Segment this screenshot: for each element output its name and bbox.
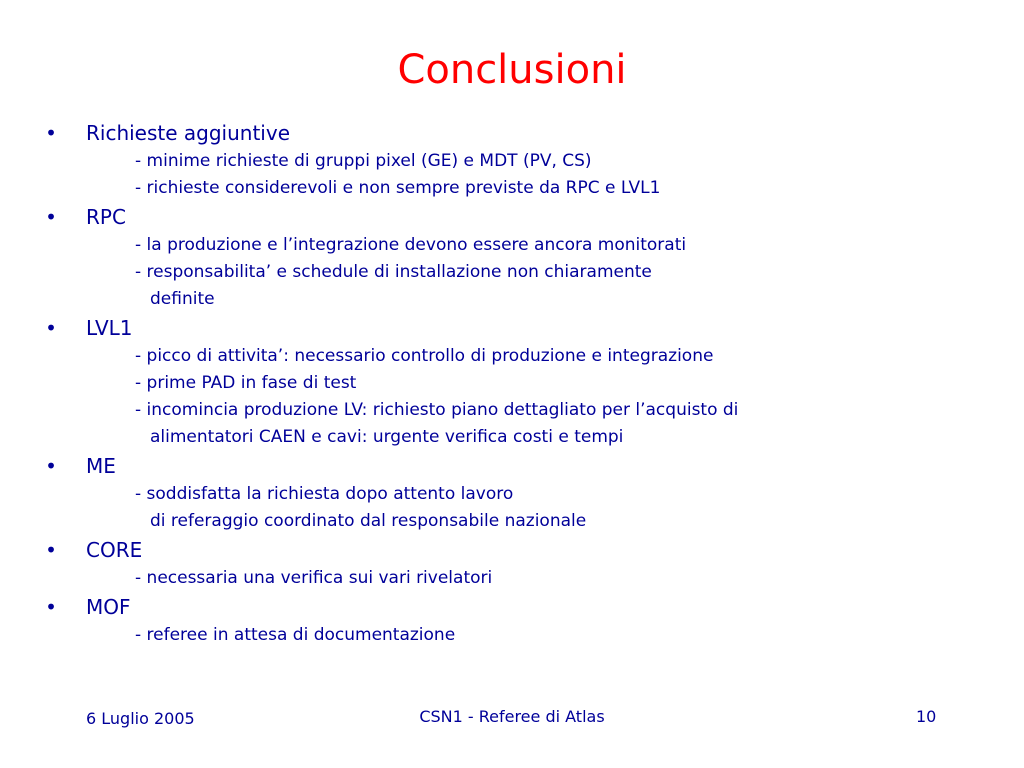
bullet-item (0, 118, 1024, 148)
slide-title: Conclusioni (397, 47, 627, 93)
bullet-label: CORE (86, 538, 143, 562)
bullet-item (0, 451, 1024, 481)
sub-item-text: - prime PAD in fase di test (135, 373, 357, 393)
sub-item (0, 259, 1024, 286)
bullet-item (0, 592, 1024, 622)
sub-item-continuation: alimentatori CAEN e cavi: urgente verifica costi e tempi (150, 427, 624, 447)
sub-item (0, 424, 1024, 451)
bullet-dot-icon: • (45, 205, 57, 229)
sub-item (0, 175, 1024, 202)
bullet-label: Richieste aggiuntive (86, 121, 291, 145)
sub-item-continuation: di referaggio coordinato dal responsabile nazionale (150, 511, 587, 531)
sub-item-text: - incomincia produzione LV: richiesto piano dettagliato per l’acquisto di (135, 400, 739, 420)
bullet-dot-icon: • (45, 538, 57, 562)
bullet-dot-icon: • (45, 121, 57, 145)
page-number: 10 (916, 707, 937, 726)
sub-item-text: - richieste considerevoli e non sempre previste da RPC e LVL1 (135, 178, 661, 198)
sub-item (0, 232, 1024, 259)
bullet-label: MOF (86, 595, 131, 619)
sub-item-text: - soddisfatta la richiesta dopo attento lavoro (135, 484, 514, 504)
sub-item (0, 622, 1024, 649)
sub-item (0, 481, 1024, 508)
sub-item-text: - responsabilita’ e schedule di installazione non chiaramente (135, 262, 652, 282)
sub-item-text: - picco di attivita’: necessario controllo di produzione e integrazione (135, 346, 714, 366)
sub-item-text: - necessaria una verifica sui vari rivelatori (135, 568, 493, 588)
sub-item (0, 148, 1024, 175)
sub-item-text: - la produzione e l’integrazione devono essere ancora monitorati (135, 235, 687, 255)
sub-item-text: - minime richieste di gruppi pixel (GE) e MDT (PV, CS) (135, 151, 592, 171)
sub-item-text: - referee in attesa di documentazione (135, 625, 456, 645)
bullet-dot-icon: • (45, 454, 57, 478)
bullet-dot-icon: • (45, 316, 57, 340)
bullet-label: LVL1 (86, 316, 133, 340)
bullet-label: ME (86, 454, 116, 478)
sub-item (0, 370, 1024, 397)
footer-date: 6 Luglio 2005 (86, 709, 195, 728)
bullet-item (0, 535, 1024, 565)
sub-item (0, 565, 1024, 592)
footer-title: CSN1 - Referee di Atlas (419, 707, 605, 726)
bullet-item (0, 202, 1024, 232)
bullet-item (0, 313, 1024, 343)
bullet-dot-icon: • (45, 595, 57, 619)
sub-item (0, 286, 1024, 313)
sub-item (0, 508, 1024, 535)
sub-item (0, 343, 1024, 370)
bullet-list (0, 118, 1024, 649)
sub-item (0, 397, 1024, 424)
bullet-label: RPC (86, 205, 126, 229)
sub-item-continuation: definite (150, 289, 215, 309)
